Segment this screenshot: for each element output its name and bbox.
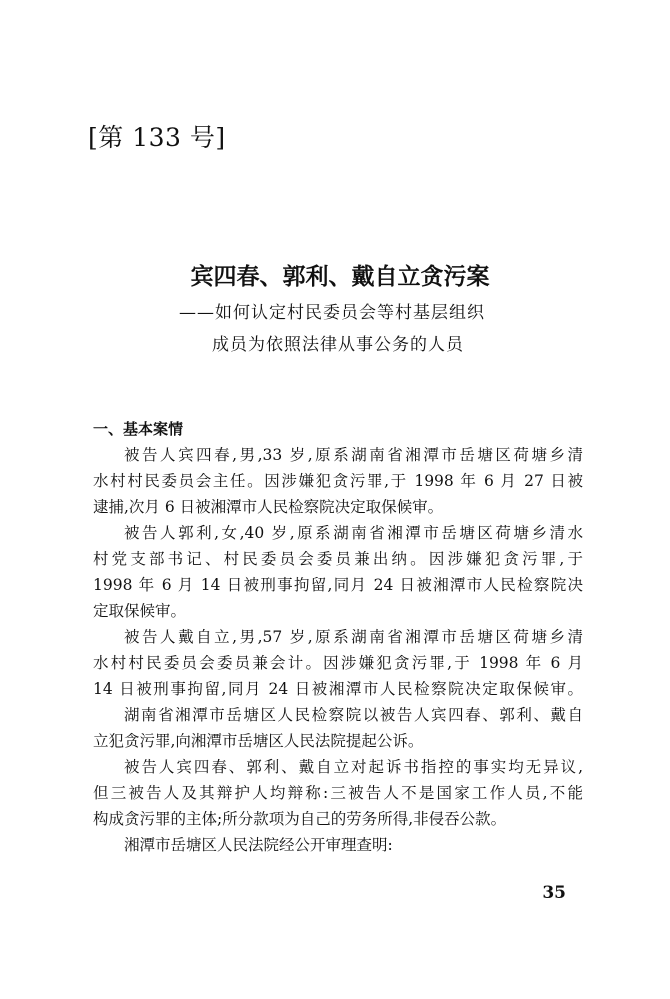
body-line: 逮捕,次月 6 日被湘潭市人民检察院决定取保候审。 <box>93 498 444 516</box>
section-heading: 一、基本案情 <box>93 420 184 438</box>
body-line: 湘潭市岳塘区人民法院经公开审理查明: <box>124 836 393 854</box>
body-line: 14 日被刑事拘留,同月 24 日被湘潭市人民检察院决定取保候审。 <box>93 680 583 698</box>
body-line: 水村村民委员会主任。因涉嫌犯贪污罪,于 1998 年 6 月 27 日被 <box>93 472 583 490</box>
body-line: 被告人戴自立,男,57 岁,原系湖南省湘潭市岳塘区荷塘乡清 <box>124 628 583 646</box>
body-line: 被告人宾四春,男,33 岁,原系湖南省湘潭市岳塘区荷塘乡清 <box>124 446 583 464</box>
article-subtitle-line-2: 成员为依照法律从事公务的人员 <box>212 335 464 355</box>
body-line: 水村村民委员会委员兼会计。因涉嫌犯贪污罪,于 1998 年 6 月 <box>93 654 583 672</box>
body-line: 被告人宾四春、郭利、戴自立对起诉书指控的事实均无异议, <box>124 758 583 776</box>
article-subtitle-line-1: ——如何认定村民委员会等村基层组织 <box>179 303 485 323</box>
body-line: 1998 年 6 月 14 日被刑事拘留,同月 24 日被湘潭市人民检察院决 <box>93 576 583 594</box>
case-number: [第 133 号] <box>88 123 226 152</box>
article-title: 宾四春、郭利、戴自立贪污案 <box>190 264 490 290</box>
body-line: 被告人郭利,女,40 岁,原系湖南省湘潭市岳塘区荷塘乡清水 <box>124 524 583 542</box>
body-line: 定取保候审。 <box>93 602 187 620</box>
body-line: 村党支部书记、村民委员会委员兼出纳。因涉嫌犯贪污罪,于 <box>93 550 583 568</box>
body-line: 立犯贪污罪,向湘潭市岳塘区人民法院提起公诉。 <box>93 732 424 750</box>
page-number: 35 <box>542 883 566 903</box>
body-line: 湖南省湘潭市岳塘区人民检察院以被告人宾四春、郭利、戴自 <box>124 706 583 724</box>
body-line: 构成贪污罪的主体;所分款项为自己的劳务所得,非侵吞公款。 <box>93 810 507 828</box>
body-line: 但三被告人及其辩护人均辩称:三被告人不是国家工作人员,不能 <box>93 784 583 802</box>
